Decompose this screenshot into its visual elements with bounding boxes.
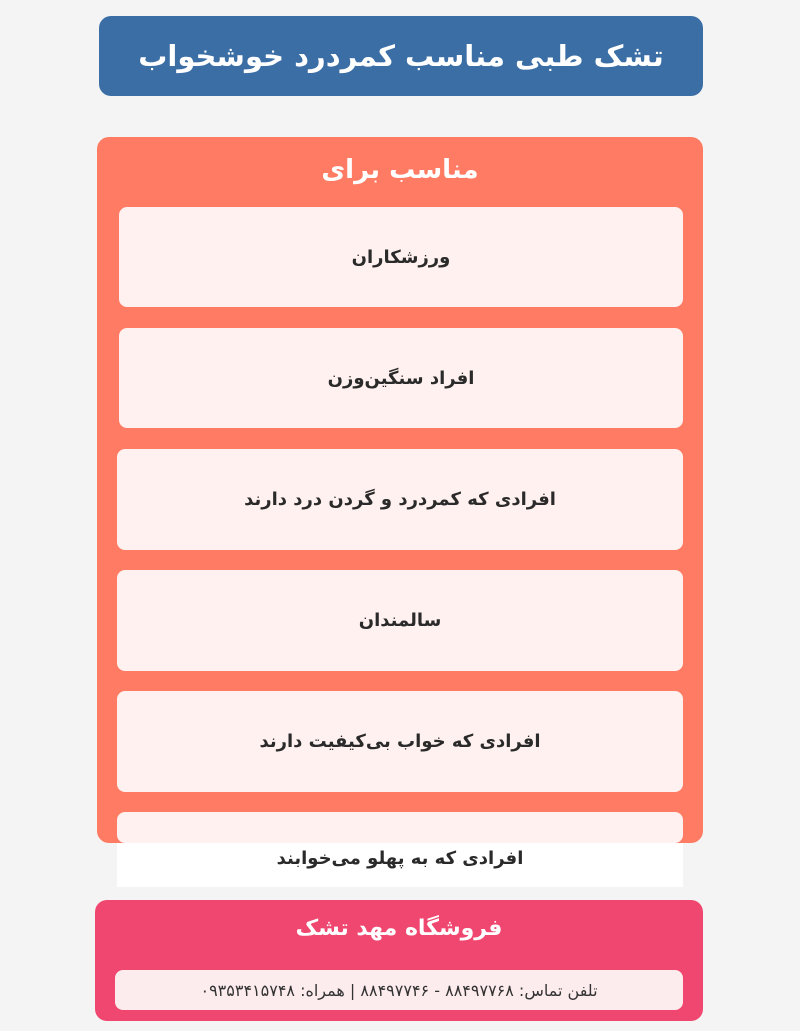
contact-info: تلفن تماس: ۸۸۴۹۷۷۶۸ - ۸۸۴۹۷۷۴۶ | همراه: ۰۹۳۵۳۴۱۵۷۴۸ (115, 970, 683, 1010)
page-title: تشک طبی مناسب کمردرد خوشخواب (138, 39, 664, 73)
list-item: ورزشکاران (119, 207, 683, 307)
list-item-top (117, 812, 683, 843)
list-item: افراد سنگین‌وزن (119, 328, 683, 428)
footer (95, 900, 703, 1021)
store-name: فروشگاه مهد تشک (295, 916, 503, 941)
list-item-label: افرادی که به پهلو می‌خوابند (276, 847, 524, 869)
list-item: سالمندان (117, 570, 683, 671)
list-item: افرادی که خواب بی‌کیفیت دارند (117, 691, 683, 792)
list-item: افرادی که کمردرد و گردن درد دارند (117, 449, 683, 550)
suitable-for-heading: مناسب برای (321, 155, 479, 185)
title-banner (99, 16, 703, 96)
